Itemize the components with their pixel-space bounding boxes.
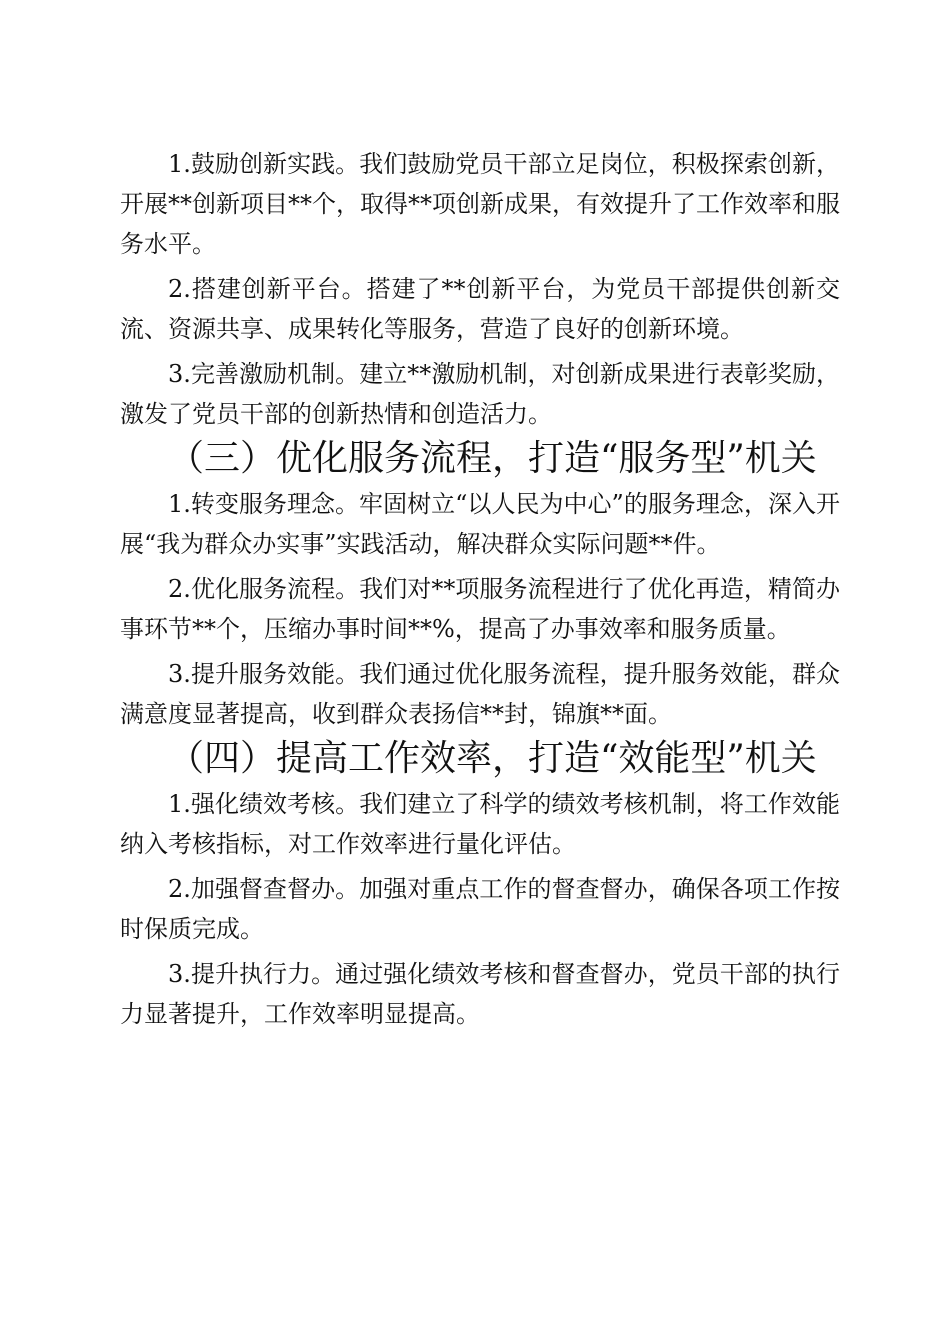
paragraph-service-process: 2.优化服务流程。我们对**项服务流程进行了优化再造，精简办事环节**个，压缩办事时间**%，提高了办事效率和服务质量。	[120, 575, 840, 643]
section-heading-service: （三）优化服务流程，打造“服务型”机关	[168, 438, 817, 479]
paragraph-supervision: 2.加强督查督办。加强对重点工作的督查督办，确保各项工作按时保质完成。	[120, 875, 840, 943]
paragraph-innovation-platform: 2.搭建创新平台。搭建了**创新平台，为党员干部提供创新交流、资源共享、成果转化等服务，营造了良好的创新环境。	[120, 275, 840, 343]
paragraph-service-concept: 1.转变服务理念。牢固树立“以人民为中心”的服务理念，深入开展“我为群众办实事”实践活动，解决群众实际问题**件。	[120, 490, 840, 558]
paragraph-performance-assessment: 1.强化绩效考核。我们建立了科学的绩效考核机制，将工作效能纳入考核指标，对工作效率进行量化评估。	[120, 790, 840, 858]
paragraph-incentive-mechanism: 3.完善激励机制。建立**激励机制，对创新成果进行表彰奖励，激发了党员干部的创新热情和创造活力。	[120, 360, 840, 428]
section-heading-efficiency: （四）提高工作效率，打造“效能型”机关	[168, 738, 817, 779]
paragraph-service-efficiency: 3.提升服务效能。我们通过优化服务流程，提升服务效能，群众满意度显著提高，收到群众表扬信**封，锦旗**面。	[120, 660, 840, 728]
paragraph-execution: 3.提升执行力。通过强化绩效考核和督查督办，党员干部的执行力显著提升，工作效率明显提高。	[120, 960, 840, 1028]
paragraph-innovation-practice: 1.鼓励创新实践。我们鼓励党员干部立足岗位，积极探索创新，开展**创新项目**个，取得**项创新成果，有效提升了工作效率和服务水平。	[120, 150, 840, 258]
document-page	[120, 144, 840, 1039]
